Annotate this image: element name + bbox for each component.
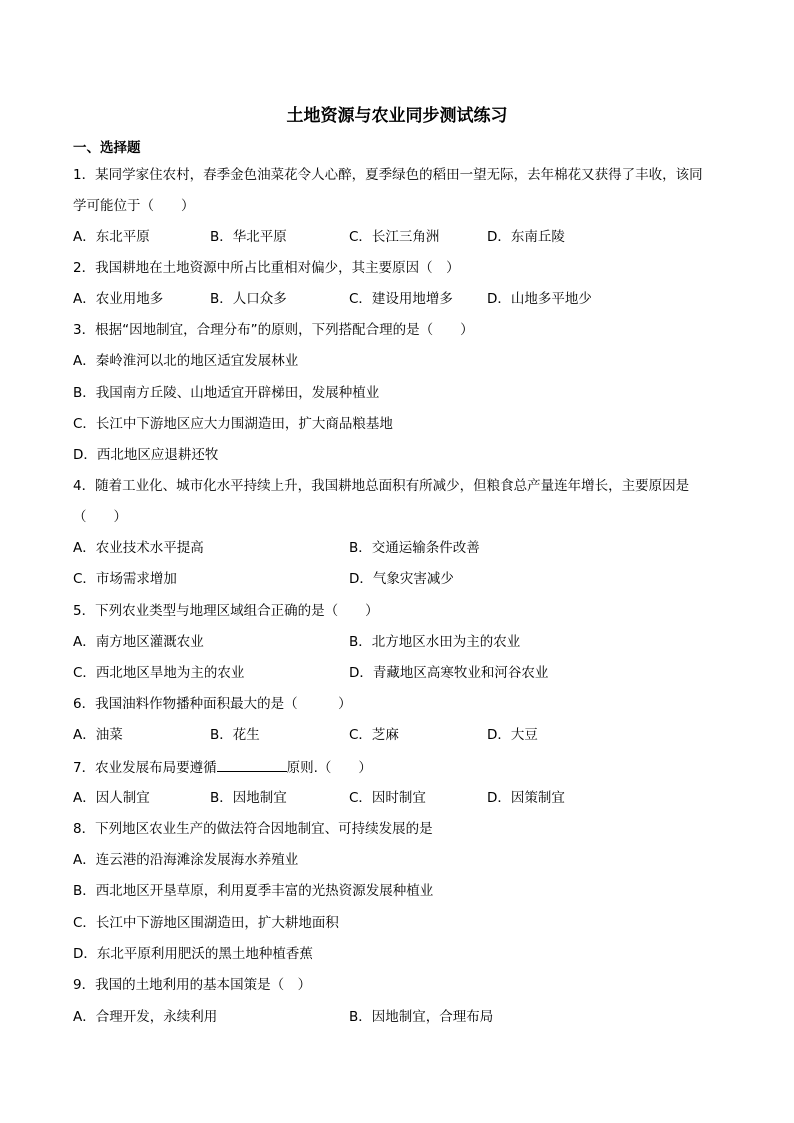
question-2-option-a: A．农业用地多 <box>73 291 164 307</box>
question-6-option-c: C．芝麻 <box>349 727 399 743</box>
question-3-option-d: D．西北地区应退耕还牧 <box>73 447 219 463</box>
question-8-option-a: A．连云港的沿海滩涂发展海水养殖业 <box>73 852 299 868</box>
question-5-option-a: A．南方地区灌溉农业 <box>73 634 204 650</box>
question-1-option-c: C．长江三角洲 <box>349 229 440 245</box>
question-7-stem <box>73 758 372 777</box>
question-2-option-d: D．山地多平地少 <box>487 291 592 307</box>
question-8-option-d: D．东北平原利用肥沃的黑土地种植香蕉 <box>73 946 313 962</box>
question-3-option-c: C．长江中下游地区应大力围湖造田，扩大商品粮基地 <box>73 416 393 432</box>
answer-blank <box>217 758 287 772</box>
question-8-option-b: B．西北地区开垦草原，利用夏季丰富的光热资源发展种植业 <box>73 883 434 899</box>
question-7-option-c: C．因时制宜 <box>349 790 426 806</box>
question-4-stem-line2: （ ） <box>73 509 127 525</box>
question-7-option-a: A．因人制宜 <box>73 790 150 806</box>
question-6-option-b: B．花生 <box>210 727 260 743</box>
question-7-option-b: B．因地制宜 <box>210 790 287 806</box>
question-3-option-b: B．我国南方丘陵、山地适宜开辟梯田，发展种植业 <box>73 385 380 401</box>
question-3-stem: 3．根据“因地制宜，合理分布”的原则，下列搭配合理的是（ ） <box>73 322 474 338</box>
question-4-option-d: D．气象灾害减少 <box>349 571 454 587</box>
question-3-option-a: A．秦岭淮河以北的地区适宜发展林业 <box>73 353 299 369</box>
question-9-option-a: A．合理开发，永续利用 <box>73 1009 218 1025</box>
question-2-stem: 2．我国耕地在土地资源中所占比重相对偏少，其主要原因（ ） <box>73 260 460 276</box>
question-1-option-d: D．东南丘陵 <box>487 229 565 245</box>
page-title: 土地资源与农业同步测试练习 <box>286 106 508 126</box>
question-5-option-c: C．西北地区旱地为主的农业 <box>73 665 245 681</box>
question-2-option-b: B．人口众多 <box>210 291 287 307</box>
question-1-option-a: A．东北平原 <box>73 229 150 245</box>
question-4-stem-line1: 4．随着工业化、城市化水平持续上升，我国耕地总面积有所减少，但粮食总产量连年增长，主要原因是 <box>73 478 690 494</box>
question-1-stem-line2: 学可能位于（ ） <box>73 198 195 214</box>
question-6-stem: 6．我国油料作物播种面积最大的是（ ） <box>73 696 352 712</box>
question-1-option-b: B．华北平原 <box>210 229 287 245</box>
question-5-option-d: D．青藏地区高寒牧业和河谷农业 <box>349 665 549 681</box>
question-9-option-b: B．因地制宜，合理布局 <box>349 1009 494 1025</box>
question-7-stem-after: 原则.（ ） <box>286 760 372 776</box>
section-heading: 一、选择题 <box>73 140 141 156</box>
question-2-option-c: C．建设用地增多 <box>349 291 453 307</box>
question-7-stem-before: 7．农业发展布局要遵循 <box>73 760 217 776</box>
question-6-option-d: D．大豆 <box>487 727 538 743</box>
question-7-option-d: D．因策制宜 <box>487 790 565 806</box>
question-5-stem: 5．下列农业类型与地理区域组合正确的是（ ） <box>73 603 379 619</box>
question-5-option-b: B．北方地区水田为主的农业 <box>349 634 521 650</box>
question-4-option-a: A．农业技术水平提高 <box>73 540 204 556</box>
question-8-stem: 8．下列地区农业生产的做法符合因地制宜、可持续发展的是 <box>73 821 433 837</box>
question-4-option-c: C．市场需求增加 <box>73 571 177 587</box>
question-4-option-b: B．交通运输条件改善 <box>349 540 480 556</box>
question-1-stem-line1: 1．某同学家住农村，春季金色油菜花令人心醉，夏季绿色的稻田一望无际，去年棉花又获得了丰收，该同 <box>73 167 703 183</box>
question-6-option-a: A．油菜 <box>73 727 123 743</box>
question-8-option-c: C．长江中下游地区围湖造田，扩大耕地面积 <box>73 915 339 931</box>
question-9-stem: 9．我国的土地利用的基本国策是（ ） <box>73 977 312 993</box>
